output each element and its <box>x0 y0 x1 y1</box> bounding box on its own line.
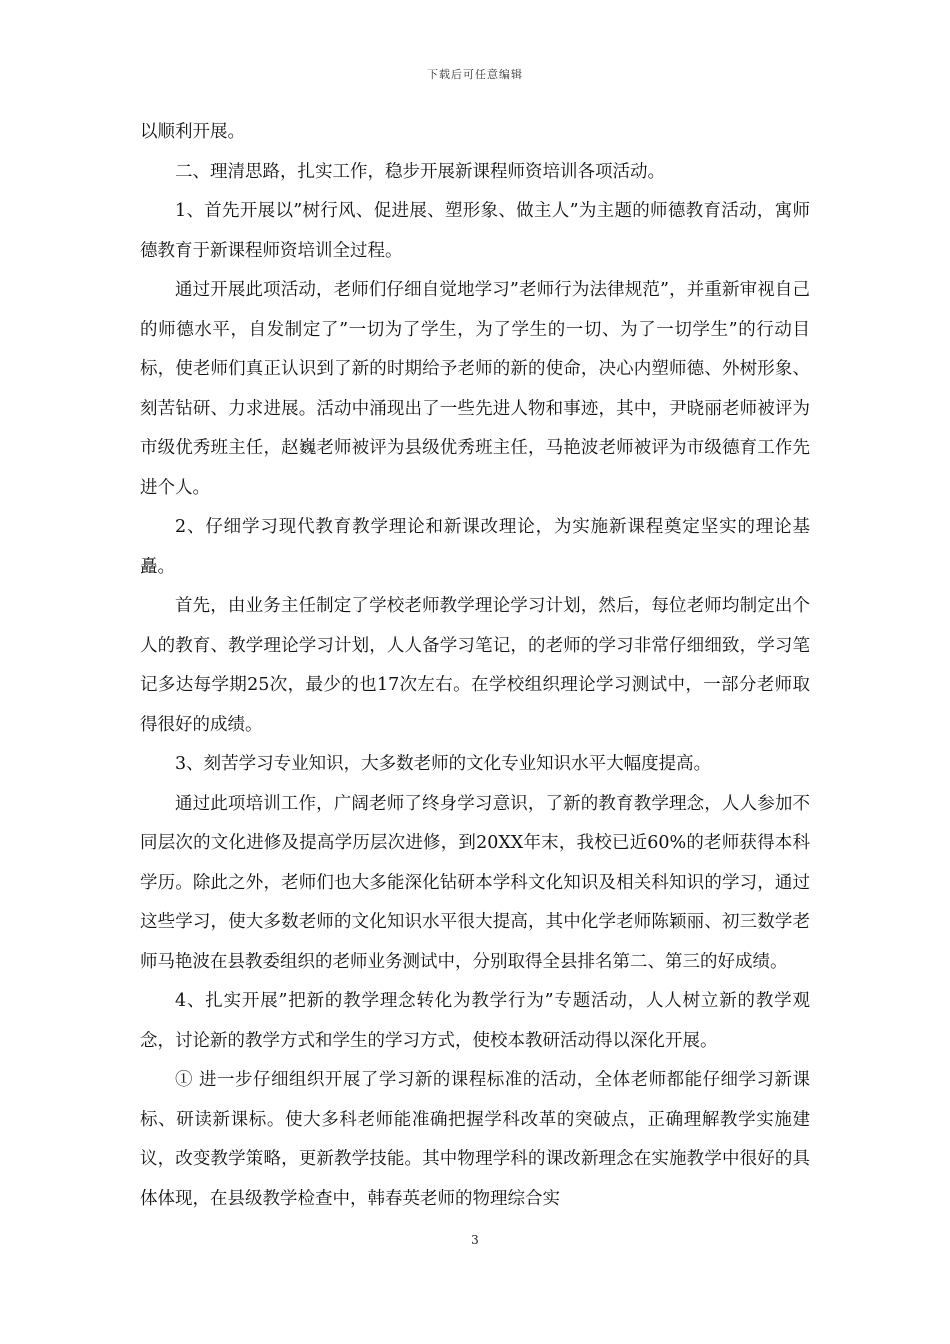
item-heading-4: 4、扎实开展”把新的教学理念转化为教学行为”专题活动，人人树立新的教学观念，讨论新的教学方式和学生的学习方式，使校本教研活动得以深化开展。 <box>140 991 810 1051</box>
item-heading-2: 2、仔细学习现代教育教学理论和新课改理论，为实施新课程奠定坚实的理论基矗。 <box>140 517 810 577</box>
item-heading-3: 3、刻苦学习专业知识，大多数老师的文化专业知识水平大幅度提高。 <box>175 754 712 774</box>
paragraph-continuation: 以顺利开展。 <box>140 122 245 142</box>
paragraph: 通过此项培训工作，广阔老师了终身学习意识，了新的教育教学理念，人人参加不同层次的文化进修及提高学历层次进修，到20XX年末，我校已近60%的老师获得本科学历。除此之外，老师们也大多能深化钻研本学科文化知识及相关科知识的学习，通过这些学习，使大多数老师的文化知识水平很大提高，其中化学老师陈颖丽、初三数学老师马艳波在县教委组织的老师业务测试中，分别取得全县排名第二、第三的好成绩。 <box>140 793 810 972</box>
page-number: 3 <box>471 1233 479 1247</box>
document-body <box>140 113 810 1219</box>
page-header: 下载后可任意编辑 <box>427 68 523 81</box>
item-heading-1: 1、首先开展以”树行风、促进展、塑形象、做主人”为主题的师德教育活动，寓师德教育于新课程师资培训全过程。 <box>140 201 810 261</box>
paragraph: ① 进一步仔细组织开展了学习新的课程标准的活动，全体老师都能仔细学习新课标、研读新课标。使大多科老师能准确把握学科改革的突破点，正确理解教学实施建议，改变教学策略，更新教学技能。其中物理学科的课改新理念在实施教学中很好的具体体现，在县级教学检查中，韩春英老师的物理综合实 <box>140 1070 810 1209</box>
paragraph: 通过开展此项活动，老师们仔细自觉地学习”老师行为法律规范”，并重新审视自己的师德水平，自发制定了”一切为了学生，为了学生的一切、为了一切学生”的行动目标，使老师们真正认识到了新的时期给予老师的新的使命，决心内塑师德、外树形象、刻苦钻研、力求进展。活动中涌现出了一些先进人物和事迹，其中，尹晓丽老师被评为市级优秀班主任，赵巍老师被评为县级优秀班主任，马艳波老师被评为市级德育工作先进个人。 <box>140 280 810 498</box>
section-heading-2: 二、理清思路，扎实工作，稳步开展新课程师资培训各项活动。 <box>175 161 665 182</box>
paragraph: 首先，由业务主任制定了学校老师教学理论学习计划，然后，每位老师均制定出个人的教育、教学理论学习计划，人人备学习笔记，的老师的学习非常仔细细致，学习笔记多达每学期25次，最少的也17次左右。在学校组织理论学习测试中，一部分老师取得很好的成绩。 <box>140 596 810 735</box>
